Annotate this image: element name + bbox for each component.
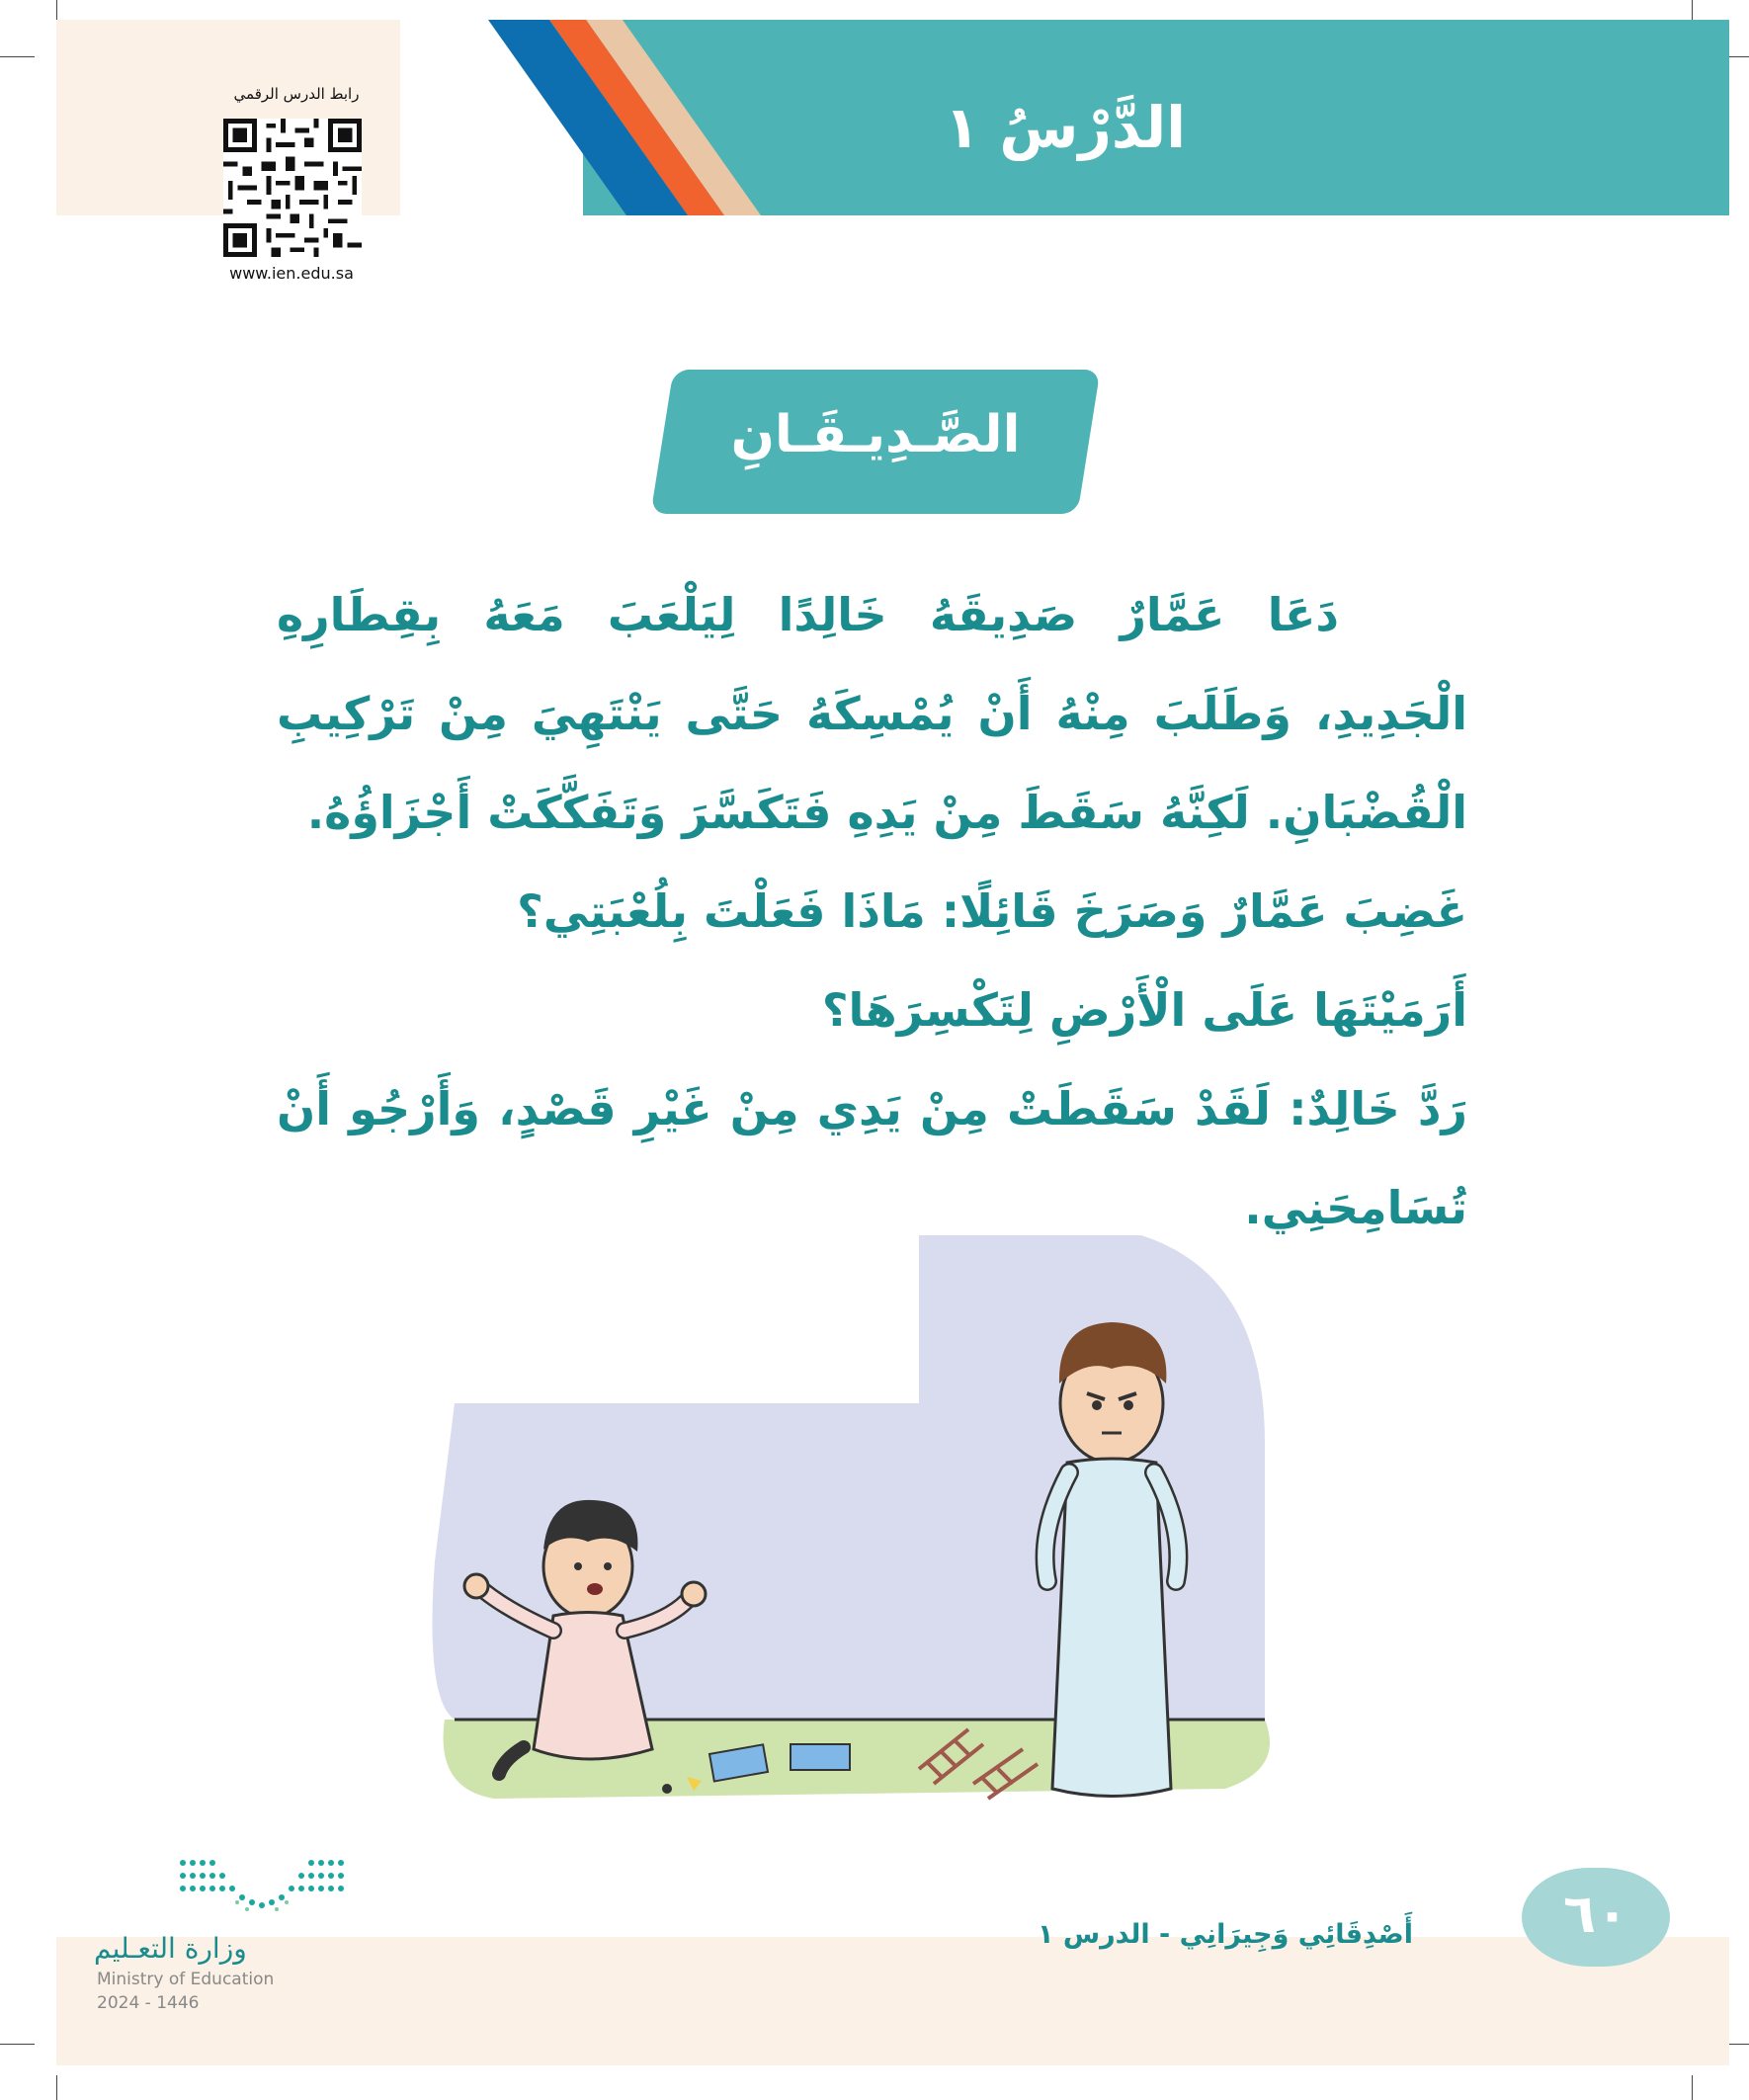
standing-boy (1045, 1322, 1179, 1797)
crop-mark (1692, 0, 1693, 20)
story-paragraph: رَدَّ خَالِدٌ: لَقَدْ سَقَطَتْ مِنْ يَدِي مِنْ غَيْرِ قَصْدٍ، وَأَرْجُو أَنْ تُسَامِحَنِي. (277, 1082, 1467, 1234)
lesson-title: الدَّرْسُ ١ (944, 94, 1186, 161)
crop-mark (1692, 2075, 1693, 2100)
story-title: الصَّـدِيـقَـانِ (730, 405, 1021, 464)
story-paragraph: أَرَمَيْتَهَا عَلَى الْأَرْضِ لِتَكْسِرَهَا؟ (821, 983, 1467, 1037)
ministry-year: 2024 - 1446 (97, 1993, 200, 2013)
crop-mark (0, 2044, 35, 2045)
crop-mark (56, 0, 57, 20)
story-illustration (415, 1235, 1285, 1818)
ministry-name-arabic: وزارة التعـليم (94, 1932, 247, 1965)
qr-label: رابط الدرس الرقمي (233, 85, 360, 103)
story-text (277, 565, 1467, 1257)
book-title: أَصْدِقَائِي وَجِيرَانِي - الدرس ١ (1037, 1919, 1413, 1950)
qr-url[interactable]: www.ien.edu.sa (229, 264, 354, 283)
ministry-name-english: Ministry of Education (97, 1970, 275, 1989)
story-paragraph: دَعَا عَمَّارٌ صَدِيقَهُ خَالِدًا لِيَلْعَبَ مَعَهُ بِقِطَارِهِ الْجَدِيدِ، وَطَلَبَ مِنْهُ أَنْ يُمْسِكَهُ حَتَّى يَنْتَهِيَ مِنْ تَرْكِيبِ الْقُضْبَانِ. لَكِنَّهُ سَقَطَ مِنْ يَدِهِ فَتَكَسَّرَ وَتَفَكَّكَتْ أَجْزَاؤُهُ. (277, 588, 1467, 839)
crop-mark (0, 56, 35, 57)
qr-code[interactable] (223, 119, 362, 257)
header-stripes (474, 20, 771, 215)
story-paragraph: غَضِبَ عَمَّارٌ وَصَرَخَ قَائِلًا: مَاذَا فَعَلْتَ بِلُعْبَتِي؟ (517, 884, 1467, 938)
ministry-logo (178, 1858, 351, 1912)
page-number: ٦٠ (1563, 1883, 1628, 1945)
footer-band (56, 1937, 1729, 2065)
crop-mark (56, 2075, 57, 2100)
